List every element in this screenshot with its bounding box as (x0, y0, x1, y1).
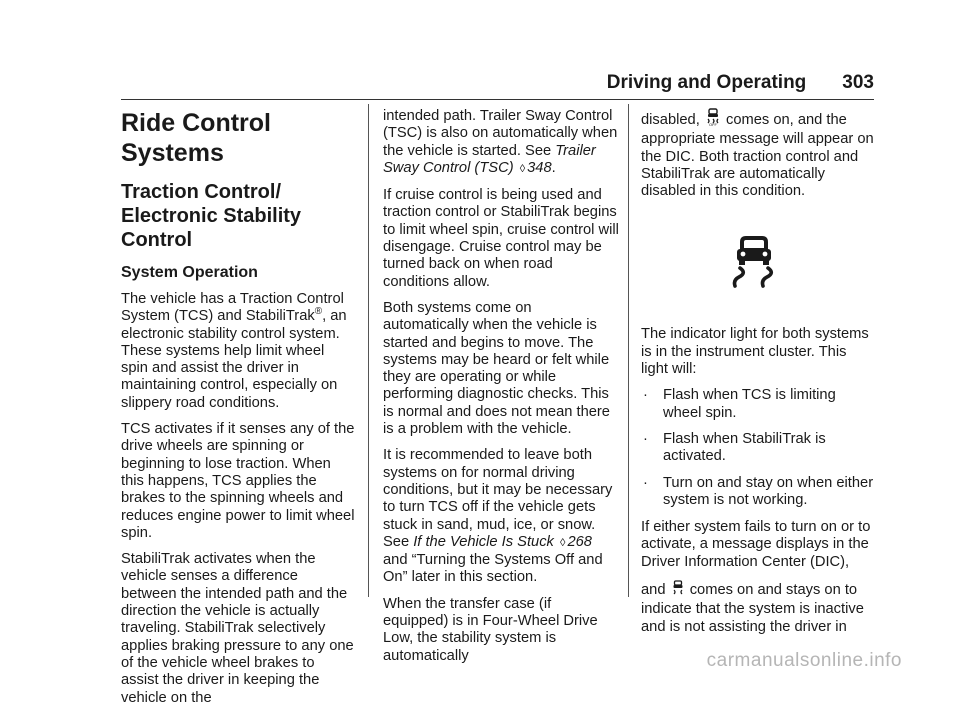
section-title: Driving and Operating (606, 72, 807, 93)
bullet-list (641, 387, 877, 509)
paragraph: Both systems come on automatically when the vehicle is started and begins to move. The systems may be heard or felt while they are operating or while performing diagnostic checks. This is normal and does not mean there is a problem with the vehicle. (383, 299, 610, 438)
traction-off-icon (706, 108, 720, 131)
list-item (641, 431, 877, 466)
section-heading-line-2: Electronic Stability (121, 205, 302, 227)
paragraph: If cruise control is being used and traction control or StabiliTrak begins to limit wheel spin, cruise control will disengage. Cruise control may be turned back on when road conditions allow. (383, 187, 619, 290)
text-run: It is recommended to leave both systems on for normal driving conditions, but it may be necessary to turn TCS off if the vehicle gets stuck in sand, mud, ice, or snow. See (383, 447, 613, 550)
bullet-marker: · (643, 430, 648, 447)
page-number: 303 (842, 72, 874, 93)
traction-control-skid-icon (631, 236, 877, 288)
page-reference[interactable]: 268 (567, 533, 592, 550)
text-run: , an electronic stability control system. These systems help limit wheel spin and assist the driver in maintaining control, especially on slippery road conditions. (121, 308, 347, 411)
cross-reference-link[interactable]: If the Vehicle Is Stuck (413, 533, 554, 550)
page-reference[interactable]: 348 (527, 159, 552, 176)
text-run: comes on and stays on to indicate that the system is inactive and is not assisting the driver in (641, 582, 864, 635)
text-run: intended path. Trailer Sway Control (TSC) is also on automatically when the vehicle is started. See (383, 108, 618, 159)
paragraph: If either system fails to turn on or to activate, a message displays in the Driver Information Center (DIC), (641, 519, 871, 570)
svg-text:OFF: OFF (708, 122, 717, 126)
page-header (607, 72, 874, 94)
list-item (641, 475, 877, 510)
paragraph (641, 108, 877, 200)
cross-reference-link[interactable]: Trailer Sway Control (TSC) (383, 142, 596, 176)
column-divider-2 (628, 104, 629, 597)
list-item (641, 387, 877, 422)
text-run: The vehicle has a Traction Control System (TCS) and StabiliTrak (121, 291, 344, 325)
watermark: carmanualsonline.info (706, 650, 902, 671)
text-run: and (641, 582, 666, 599)
text-run: and “Turning the Systems Off and On” later in this section. (383, 552, 603, 586)
paragraph (383, 108, 619, 178)
column-divider-1 (368, 104, 369, 597)
paragraph (641, 580, 877, 636)
paragraph (383, 447, 619, 586)
section-heading-line-3: Control (121, 229, 193, 251)
list-item-text: Flash when StabiliTrak is activated. (663, 430, 826, 465)
column-2 (383, 108, 619, 674)
list-item-text: Flash when TCS is limiting wheel spin. (663, 387, 836, 421)
text-run: disabled, (641, 112, 700, 128)
traction-off-icon (672, 580, 684, 601)
bullet-marker: · (643, 387, 648, 404)
paragraph: TCS activates if it senses any of the drive wheels are spinning or beginning to lose traction. When this happens, TCS applies the brakes to the spinning wheels and reduces engine power to limit wheel spin. (121, 421, 355, 541)
subsection-heading: System Operation (121, 264, 258, 281)
bullet-marker: · (643, 474, 648, 491)
text-run: comes on, and the appropriate message will appear on the DIC. Both traction control and StabiliTrak are automatically disabled in this condition. (641, 112, 874, 200)
header-rule (121, 99, 874, 100)
paragraph: The indicator light for both systems is in the instrument cluster. This light will: (641, 326, 869, 378)
chapter-heading: Ride Control Systems (121, 109, 271, 167)
list-item-text: Turn on and stay on when either system is not working. (663, 474, 874, 508)
section-heading-line-1: Traction Control/ (121, 181, 281, 203)
paragraph (121, 291, 355, 412)
section-heading (121, 180, 355, 252)
paragraph: StabiliTrak activates when the vehicle senses a difference between the intended path and the direction the vehicle is actually traveling. StabiliTrak selectively applies braking pressure to any one of the vehicle wheel brakes to assist the driver in keeping the vehicle on the (121, 551, 354, 706)
page-ref-glyph: ◊ (560, 536, 566, 549)
column-3 (641, 108, 877, 645)
page-ref-glyph: ◊ (519, 162, 526, 175)
registered-mark: ® (314, 306, 323, 318)
text-run: . (551, 159, 556, 176)
column-1 (121, 108, 355, 716)
paragraph: When the transfer case (if equipped) is in Four-Wheel Drive Low, the stability system is automatically (383, 595, 598, 664)
